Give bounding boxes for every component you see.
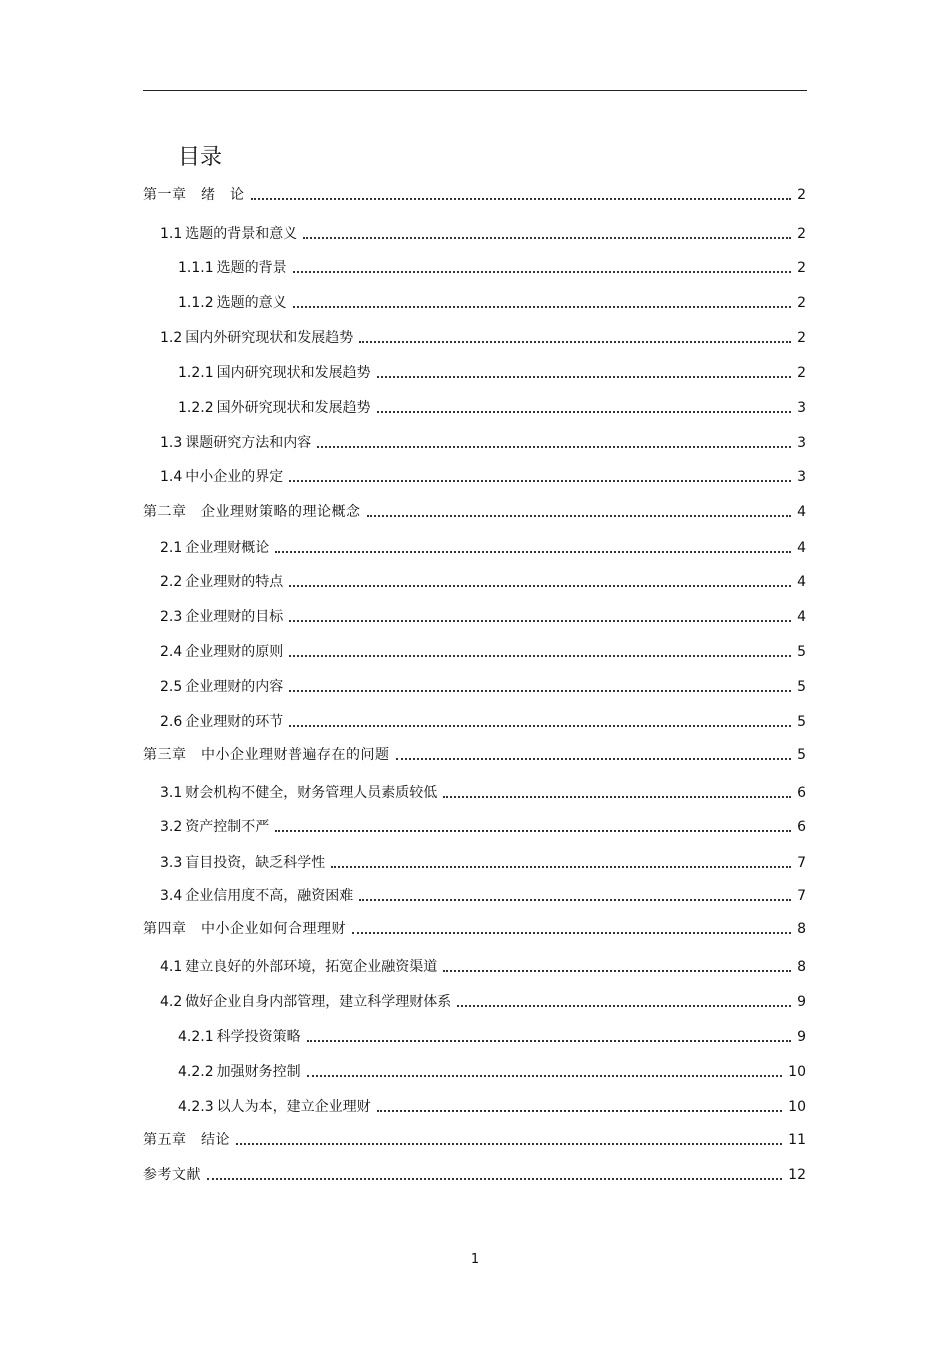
- toc-entry-label: 课题研究方法和内容: [185, 435, 312, 451]
- toc-dot-leader: [443, 796, 791, 798]
- toc-entry-page-number: 4: [797, 540, 806, 556]
- toc-dot-leader: [352, 932, 791, 934]
- toc-entry-number: 1.2.2: [178, 400, 214, 416]
- toc-dot-leader: [331, 866, 791, 868]
- toc-entry-page-number: 10: [788, 1099, 806, 1115]
- toc-entry-label: 加强财务控制: [216, 1064, 301, 1080]
- toc-entry-page-number: 2: [797, 295, 806, 311]
- toc-dot-leader: [396, 758, 792, 760]
- toc-entry-page-number: 3: [797, 400, 806, 416]
- toc-dot-leader: [289, 620, 791, 622]
- toc-entry-page-number: 4: [797, 609, 806, 625]
- toc-entry-number: 3.3: [160, 855, 183, 871]
- toc-dot-leader: [293, 306, 791, 308]
- toc-entry-label: 企业理财的特点: [185, 574, 284, 590]
- toc-entry-number: 4.2.2: [178, 1064, 214, 1080]
- toc-entry-number: 2.6: [160, 714, 183, 730]
- toc-entry-label: 选题的背景: [216, 260, 287, 276]
- toc-entry-label: 选题的背景和意义: [185, 226, 298, 242]
- toc-dot-leader: [251, 198, 792, 200]
- toc-entry-number: 2.2: [160, 574, 183, 590]
- toc-entry[interactable]: [160, 607, 806, 627]
- toc-entry-page-number: 4: [797, 504, 806, 520]
- toc-entry-page-number: 9: [797, 994, 806, 1010]
- toc-entry-label: 企业理财概论: [185, 540, 270, 556]
- toc-entry[interactable]: [178, 1027, 806, 1047]
- toc-entry-page-number: 4: [797, 574, 806, 590]
- toc-entry-label: 以人为本，建立企业理财: [216, 1099, 371, 1115]
- toc-entry[interactable]: [160, 992, 806, 1012]
- toc-entry-label: 参考文献: [143, 1167, 201, 1183]
- toc-entry-page-number: 5: [797, 747, 806, 763]
- toc-entry-number: 3.1: [160, 785, 183, 801]
- toc-entry[interactable]: [143, 745, 806, 765]
- toc-entry-page-number: 10: [788, 1064, 806, 1080]
- toc-dot-leader: [289, 725, 791, 727]
- toc-entry-label: 第一章 绪 论: [143, 187, 245, 203]
- toc-entry[interactable]: [143, 919, 806, 939]
- toc-entry-number: 4.1: [160, 959, 183, 975]
- toc-entry-page-number: 5: [797, 644, 806, 660]
- toc-entry-page-number: 2: [797, 260, 806, 276]
- toc-entry[interactable]: [160, 677, 806, 697]
- toc-entry-label: 财会机构不健全，财务管理人员素质较低: [185, 785, 438, 801]
- toc-entry-number: 1.1.1: [178, 260, 214, 276]
- toc-entry-label: 中小企业的界定: [185, 469, 284, 485]
- toc-entry-page-number: 5: [797, 714, 806, 730]
- toc-dot-leader: [443, 970, 791, 972]
- toc-entry-label: 企业信用度不高，融资困难: [185, 888, 354, 904]
- toc-entry[interactable]: [178, 1062, 806, 1082]
- toc-dot-leader: [307, 1075, 783, 1077]
- toc-entry[interactable]: [160, 224, 806, 244]
- toc-entry[interactable]: [160, 433, 806, 453]
- toc-entry-label: 第四章 中小企业如何合理理财: [143, 921, 346, 937]
- toc-dot-leader: [377, 376, 791, 378]
- toc-entry-number: 2.4: [160, 644, 183, 660]
- toc-entry-number: 2.5: [160, 679, 183, 695]
- toc-entry-page-number: 7: [797, 888, 806, 904]
- toc-entry-number: 2.1: [160, 540, 183, 556]
- toc-dot-leader: [275, 830, 791, 832]
- toc-entry-number: 3.2: [160, 819, 183, 835]
- toc-dot-leader: [289, 585, 791, 587]
- toc-entry-number: 4.2: [160, 994, 183, 1010]
- toc-entry-page-number: 3: [797, 469, 806, 485]
- toc-entry-label: 企业理财的内容: [185, 679, 284, 695]
- toc-dot-leader: [377, 1110, 783, 1112]
- toc-entry-label: 盲目投资，缺乏科学性: [185, 855, 326, 871]
- toc-entry-number: 2.3: [160, 609, 183, 625]
- toc-title: 目录: [178, 145, 223, 170]
- toc-dot-leader: [359, 899, 791, 901]
- toc-entry-page-number: 8: [797, 921, 806, 937]
- toc-entry-page-number: 11: [788, 1132, 806, 1148]
- toc-entry[interactable]: [160, 642, 806, 662]
- toc-entry-number: 3.4: [160, 888, 183, 904]
- toc-entry[interactable]: [143, 185, 806, 205]
- toc-entry[interactable]: [178, 363, 806, 383]
- toc-entry-page-number: 2: [797, 187, 806, 203]
- toc-entry[interactable]: [178, 293, 806, 313]
- toc-entry-label: 第五章 结论: [143, 1132, 230, 1148]
- toc-entry-page-number: 5: [797, 679, 806, 695]
- toc-entry-label: 建立良好的外部环境，拓宽企业融资渠道: [185, 959, 438, 975]
- toc-entry-label: 国内研究现状和发展趋势: [216, 365, 371, 381]
- toc-entry-label: 第三章 中小企业理财普遍存在的问题: [143, 747, 390, 763]
- toc-entry-label: 国内外研究现状和发展趋势: [185, 330, 354, 346]
- toc-entry[interactable]: [178, 258, 806, 278]
- toc-dot-leader: [303, 237, 791, 239]
- toc-entry[interactable]: [160, 817, 806, 837]
- toc-entry[interactable]: [178, 398, 806, 418]
- toc-entry-page-number: 7: [797, 855, 806, 871]
- toc-entry[interactable]: [160, 572, 806, 592]
- page-number: 1: [470, 1252, 480, 1267]
- toc-entry-number: 4.2.1: [178, 1029, 214, 1045]
- toc-dot-leader: [289, 480, 791, 482]
- toc-entry[interactable]: [160, 328, 806, 348]
- toc-entry-label: 国外研究现状和发展趋势: [216, 400, 371, 416]
- toc-entry-page-number: 12: [788, 1167, 806, 1183]
- toc-entry-page-number: 8: [797, 959, 806, 975]
- toc-entry[interactable]: [160, 957, 806, 977]
- toc-entry-page-number: 6: [797, 785, 806, 801]
- toc-entry-label: 企业理财的环节: [185, 714, 284, 730]
- toc-entry-page-number: 6: [797, 819, 806, 835]
- toc-entry-page-number: 3: [797, 435, 806, 451]
- toc-entry-label: 做好企业自身内部管理，建立科学理财体系: [185, 994, 452, 1010]
- toc-entry-page-number: 2: [797, 226, 806, 242]
- toc-entry-label: 科学投资策略: [216, 1029, 301, 1045]
- toc-entry-page-number: 2: [797, 330, 806, 346]
- toc-entry-label: 资产控制不严: [185, 819, 270, 835]
- toc-entry-label: 选题的意义: [216, 295, 287, 311]
- toc-dot-leader: [289, 690, 791, 692]
- toc-dot-leader: [359, 341, 791, 343]
- toc-entry-label: 企业理财的目标: [185, 609, 284, 625]
- toc-entry[interactable]: [160, 467, 806, 487]
- toc-entry-number: 1.3: [160, 435, 183, 451]
- toc-entry-page-number: 2: [797, 365, 806, 381]
- toc-dot-leader: [457, 1005, 791, 1007]
- toc-entry[interactable]: [160, 712, 806, 732]
- toc-entry-label: 企业理财的原则: [185, 644, 284, 660]
- toc-dot-leader: [207, 1178, 782, 1180]
- toc-entry[interactable]: [178, 1097, 806, 1117]
- toc-entry[interactable]: [160, 783, 806, 803]
- toc-entry-number: 1.2: [160, 330, 183, 346]
- toc-entry[interactable]: [143, 1165, 806, 1185]
- toc-entry[interactable]: [160, 853, 806, 873]
- toc-entry-page-number: 9: [797, 1029, 806, 1045]
- toc-entry-label: 第二章 企业理财策略的理论概念: [143, 504, 361, 520]
- toc-dot-leader: [236, 1143, 782, 1145]
- toc-dot-leader: [367, 515, 792, 517]
- toc-entry-number: 1.2.1: [178, 365, 214, 381]
- toc-entry-number: 1.1.2: [178, 295, 214, 311]
- toc-dot-leader: [293, 271, 791, 273]
- toc-entry[interactable]: [160, 538, 806, 558]
- toc-entry[interactable]: [143, 502, 806, 522]
- toc-entry-number: 1.4: [160, 469, 183, 485]
- toc-entry[interactable]: [143, 1130, 806, 1150]
- toc-dot-leader: [317, 446, 791, 448]
- toc-entry[interactable]: [160, 886, 806, 906]
- toc-dot-leader: [289, 655, 791, 657]
- toc-dot-leader: [275, 551, 791, 553]
- toc-entry-number: 4.2.3: [178, 1099, 214, 1115]
- toc-entry-number: 1.1: [160, 226, 183, 242]
- toc-dot-leader: [307, 1040, 791, 1042]
- toc-dot-leader: [377, 411, 791, 413]
